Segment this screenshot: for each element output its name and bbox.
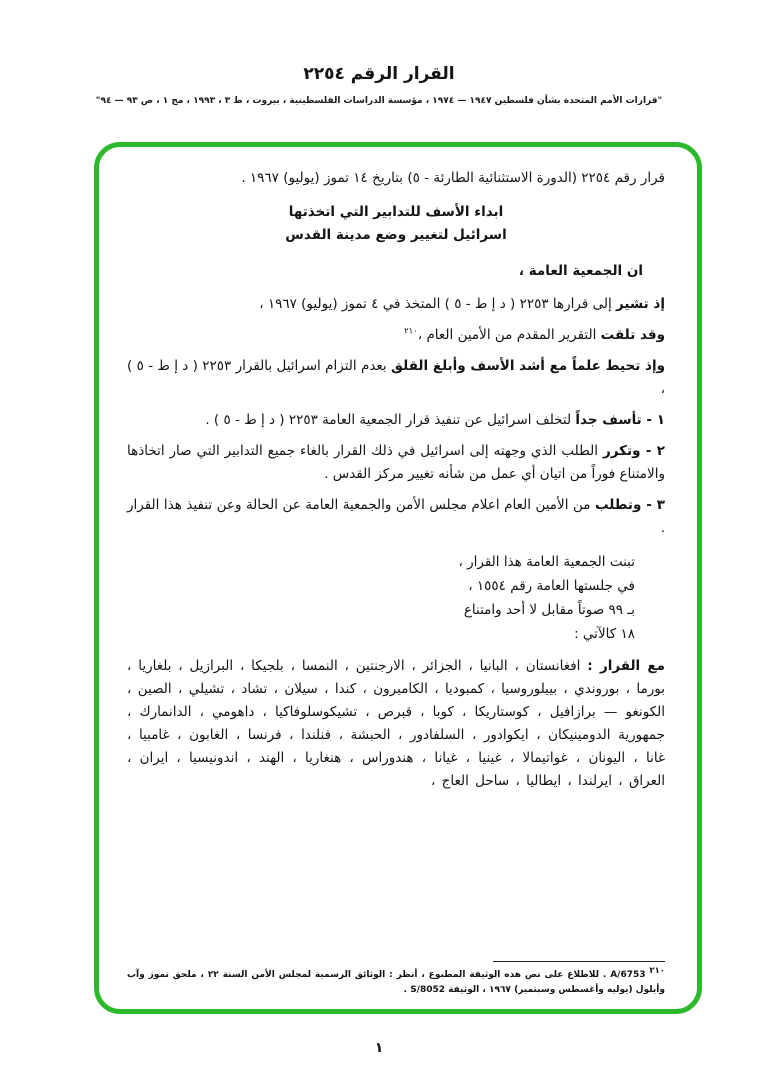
- adoption-line-2: في جلستها العامة رقم ١٥٥٤ ،: [468, 578, 635, 594]
- operative-clause-2: [127, 440, 665, 486]
- footnote-marker: ٢١٠: [649, 966, 665, 976]
- operative-clause-3: [127, 494, 665, 540]
- adoption-line-3: بـ ٩٩ صوتاً مقابل لا أحد وامتناع: [463, 602, 635, 618]
- footnote: [127, 968, 665, 998]
- content-frame: [94, 142, 702, 1014]
- operative-3-text: من الأمين العام اعلام مجلس الأمن والجمعية العامة عن الحالة وعن تنفيذ هذا القرار .: [127, 497, 665, 536]
- citation-line: "قرارات الأمم المتحدة بشأن فلسطين ١٩٤٧ — ١٩٧٤ ، مؤسسة الدراسات الفلسطينية ، بيروت ، ط ٣ ، ١٩٩٣ ، مج ١ ، ص ٩٣ — ٩٤": [95, 96, 663, 106]
- recital-3-lead: وإذ تحيط علماً مع أشد الأسف وأبلغ القلق: [391, 358, 665, 374]
- page-number: ١: [374, 1040, 384, 1056]
- footnote-text: A/6753 . للاطلاع على نص هذه الوثيقة المطبوع ، أنظر : الوثائق الرسمية لمجلس الأمن السنة ٢٢ ، ملحق تموز وآب وأيلول (يوليه وأغسطس وسبتمبر) ١٩٦٧ ، الوثيقة S/8052 .: [127, 970, 665, 995]
- recital-2-text: التقرير المقدم من الأمين العام ،: [417, 327, 597, 343]
- subtitle-line-1: ابداء الأسف للتدابير التي اتخذتها: [288, 204, 504, 220]
- operative-2-text: الطلب الذي وجهته إلى اسرائيل في ذلك القرار بالغاء جميع التدابير التي صار اتخاذها والامتناع فوراً من اتيان أي عمل من شأنه تغيير مركز القدس .: [127, 443, 665, 482]
- recital-2: [127, 324, 665, 347]
- document-header: [0, 64, 758, 106]
- adoption-line-4: ١٨ كالآتي :: [574, 626, 635, 642]
- recital-2-lead: وقد تلقت: [600, 327, 665, 343]
- footnote-ref-marker: ٢١٠: [404, 326, 418, 337]
- operative-3-lead: ٣ - وتطلب: [594, 497, 666, 513]
- operative-clause-1: [127, 409, 665, 432]
- operative-2-lead: ٢ - وتكرر: [602, 443, 665, 459]
- recital-3-text: بعدم التزام اسرائيل بالقرار ٢٢٥٣ ( د إ ط - ٥ ) ،: [127, 358, 665, 397]
- vote-with-countries: افغانستان ، البانيا ، الجزائر ، الارجنتين ، النمسا ، بلجيكا ، البرازيل ، بلغاريا ، بورما ، بوروندي ، بييلوروسيا ، كمبوديا ، الكاميرون ، كندا ، سيلان ، تشاد ، تشيلي ، الصين ، الكونغو — برازافيل ، كوستاريكا ، كوبا ، قبرص ، تشيكوسلوفاكيا ، داهومي ، الدانمارك ، جمهورية الدومينيكان ، ايكوادور ، السلفادور ، الحبشة ، فنلندا ، فرنسا ، الغابون ، غامبيا ، غانا ، اليونان ، غواتيمالا ، غينيا ، غيانا ، هندوراس ، هنغاريا ، الهند ، اندونيسيا ، ايران ، العراق ، ايرلندا ، ايطاليا ، ساحل العاج ،: [127, 658, 665, 789]
- subtitle-line-2: اسرائيل لتغيير وضع مدينة القدس: [285, 227, 507, 243]
- recital-1: [127, 293, 665, 316]
- footnote-separator-rule: [493, 961, 665, 962]
- adoption-statement: [127, 551, 665, 646]
- recital-3: [127, 355, 665, 401]
- recital-1-text: إلى قرارها ٢٢٥٣ ( د إ ط - ٥ ) المتخذ في ٤ تموز (يوليو) ١٩٦٧ ،: [259, 296, 612, 312]
- vote-with-label: مع القرار :: [587, 658, 665, 674]
- adoption-line-1: تبنت الجمعية العامة هذا القرار ،: [458, 554, 635, 570]
- recital-1-lead: إذ تشير: [616, 296, 665, 312]
- resolution-intro: قرار رقم ٢٢٥٤ (الدورة الاستثنائية الطارئة - ٥) بتاريخ ١٤ تموز (يوليو) ١٩٦٧ .: [241, 170, 665, 186]
- operative-1-text: لتخلف اسرائيل عن تنفيذ قرار الجمعية العامة ٢٢٥٣ ( د إ ط - ٥ ) .: [205, 412, 572, 428]
- resolution-subtitle: [127, 201, 665, 247]
- preamble-opening: ان الجمعية العامة ،: [518, 263, 643, 279]
- vote-with-paragraph: [127, 655, 665, 793]
- footnote-block: [127, 961, 665, 998]
- operative-1-lead: ١ - تأسف جداً: [575, 412, 665, 428]
- document-title: القرار الرقم ٢٢٥٤: [303, 64, 455, 84]
